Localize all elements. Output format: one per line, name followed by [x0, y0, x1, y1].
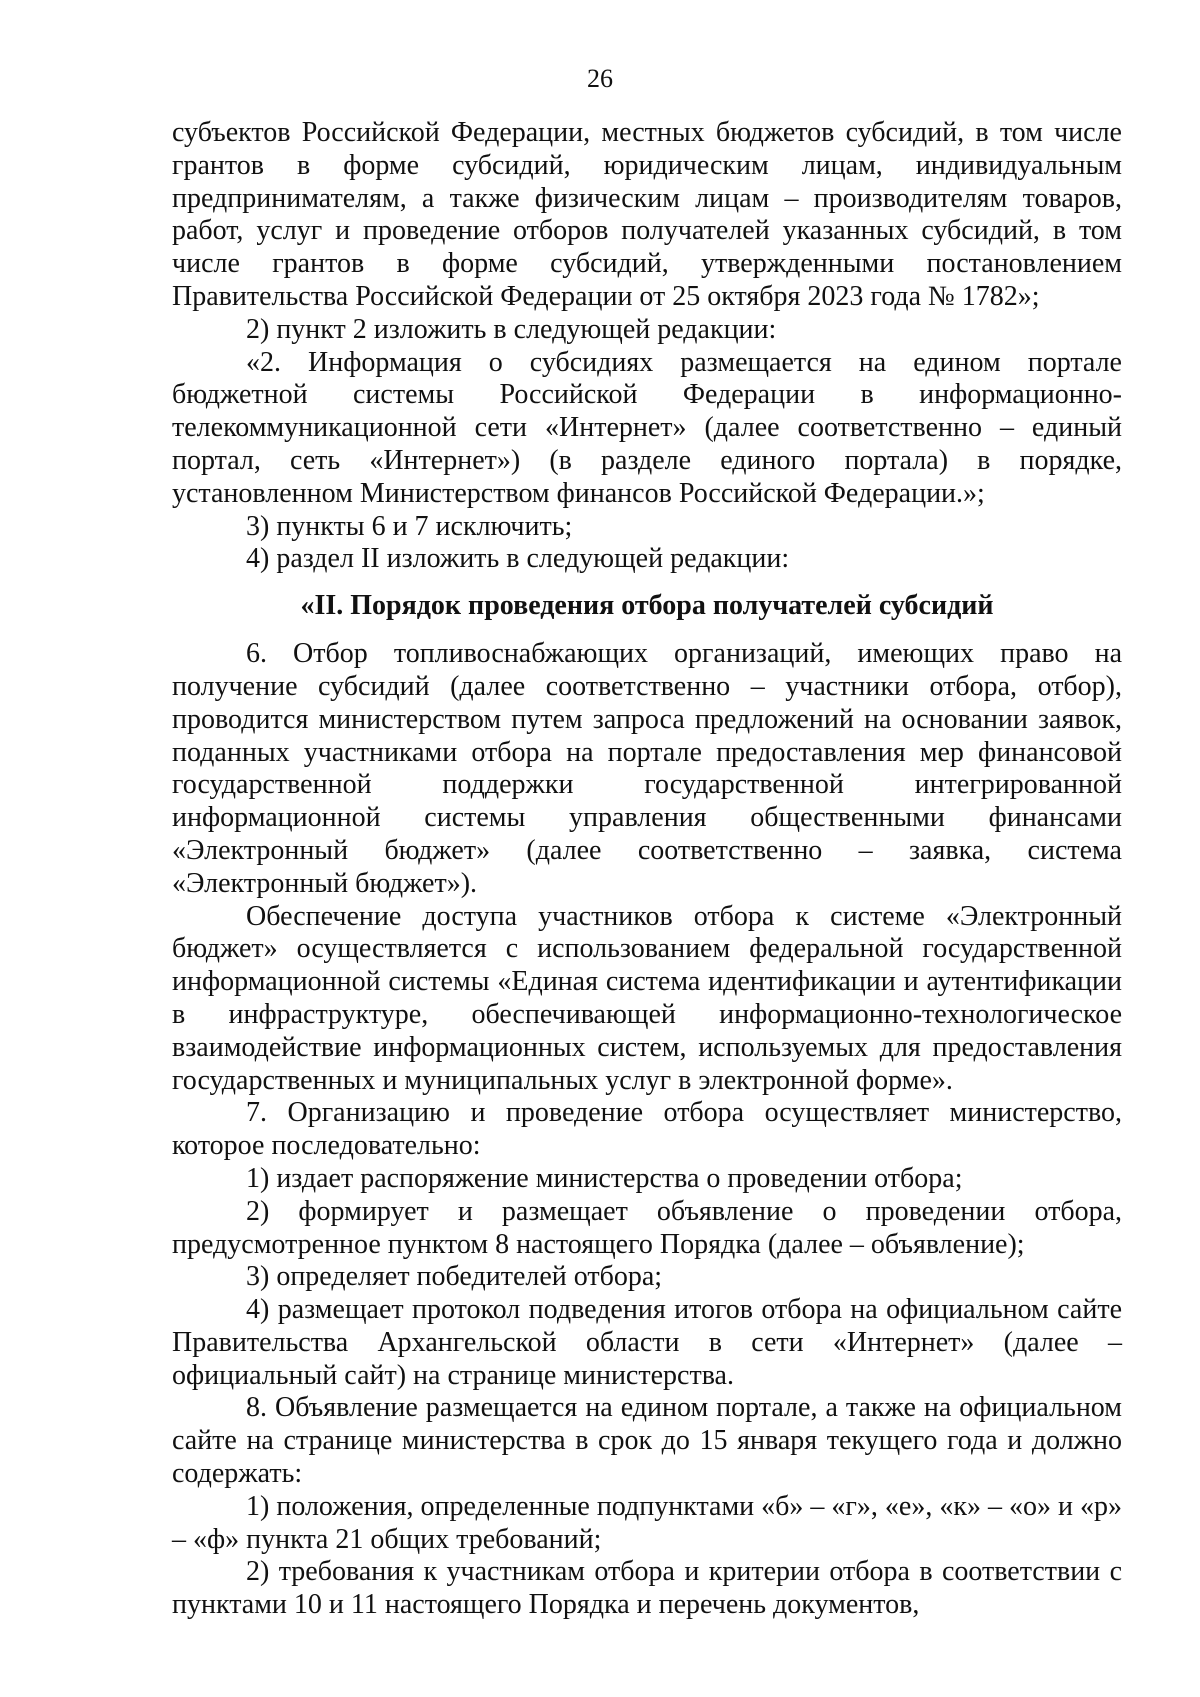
paragraph-7-item-3: 3) определяет победителей отбора; — [246, 1261, 663, 1293]
paragraph-7-item-2: 2) формирует и размещает объявление о проведении отбора, предусмотренное пунктом 8 настоящего Порядка (далее – объявление); — [172, 1195, 1122, 1260]
paragraph-8-item-1: 1) положения, определенные подпунктами «б» – «г», «е», «к» – «о» и «р» – «ф» пункта 21 общих требований; — [172, 1490, 1122, 1555]
page-number: 26 — [587, 64, 613, 93]
paragraph-continuation: субъектов Российской Федерации, местных бюджетов субсидий, в том числе грантов в форме субсидий, юридическим лицам, индивидуальным предпринимателям, а также физическим лицам – производителям товаров, работ, услуг и проведение отборов получателей указанных субсидий, в том числе грантов в форме субсидий, утвержденными постановлением Правительства Российской Федерации от 25 октября 2023 года № 1782»; — [172, 117, 1122, 312]
paragraph-access: Обеспечение доступа участников отбора к системе «Электронный бюджет» осуществляется с использованием федеральной государственной информационной системы «Единая система идентификации и аутентификации в инфраструктуре, обеспечивающей информационно-технологическое взаимодействие информационных систем, используемых для предоставления государственных и муниципальных услуг в электронной форме». — [172, 900, 1122, 1096]
section-heading: «II. Порядок проведения отбора получателей субсидий — [300, 590, 994, 622]
paragraph-7: 7. Организацию и проведение отбора осуществляет министерство, которое последовательно: — [172, 1097, 1122, 1162]
paragraph-7-item-1: 1) издает распоряжение министерства о проведении отбора; — [246, 1162, 963, 1194]
paragraph-quote-2: «2. Информация о субсидиях размещается на едином портале бюджетной системы Российской Федерации в информационно-телекоммуникационной сети «Интернет» (далее соответственно – единый портал, сеть «Интернет») (в разделе единого портала) в порядке, установленном Министерством финансов Российской Федерации.»; — [172, 346, 1122, 509]
paragraph-8-item-2: 2) требования к участникам отбора и критерии отбора в соответствии с пунктами 10 и 11 настоящего Порядка и перечень документов, — [172, 1556, 1122, 1621]
paragraph-item-3: 3) пункты 6 и 7 исключить; — [246, 510, 573, 542]
paragraph-item-2: 2) пункт 2 изложить в следующей редакции: — [246, 313, 777, 345]
paragraph-6: 6. Отбор топливоснабжающих организаций, имеющих право на получение субсидий (далее соответственно – участники отбора, отбор), проводится министерством путем запроса предложений на основании заявок, поданных участниками отбора на портале предоставления мер финансовой государственной поддержки государственной интегрированной информационной системы управления общественными финансами «Электронный бюджет» (далее соответственно – заявка, система «Электронный бюджет»). — [172, 638, 1122, 899]
paragraph-item-4: 4) раздел II изложить в следующей редакции: — [246, 543, 790, 575]
paragraph-8: 8. Объявление размещается на едином портале, а также на официальном сайте на странице министерства в срок до 15 января текущего года и должно содержать: — [172, 1392, 1122, 1490]
paragraph-7-item-4: 4) размещает протокол подведения итогов отбора на официальном сайте Правительства Архангельской области в сети «Интернет» (далее – официальный сайт) на странице министерства. — [172, 1294, 1122, 1391]
document-body — [172, 117, 1122, 1622]
